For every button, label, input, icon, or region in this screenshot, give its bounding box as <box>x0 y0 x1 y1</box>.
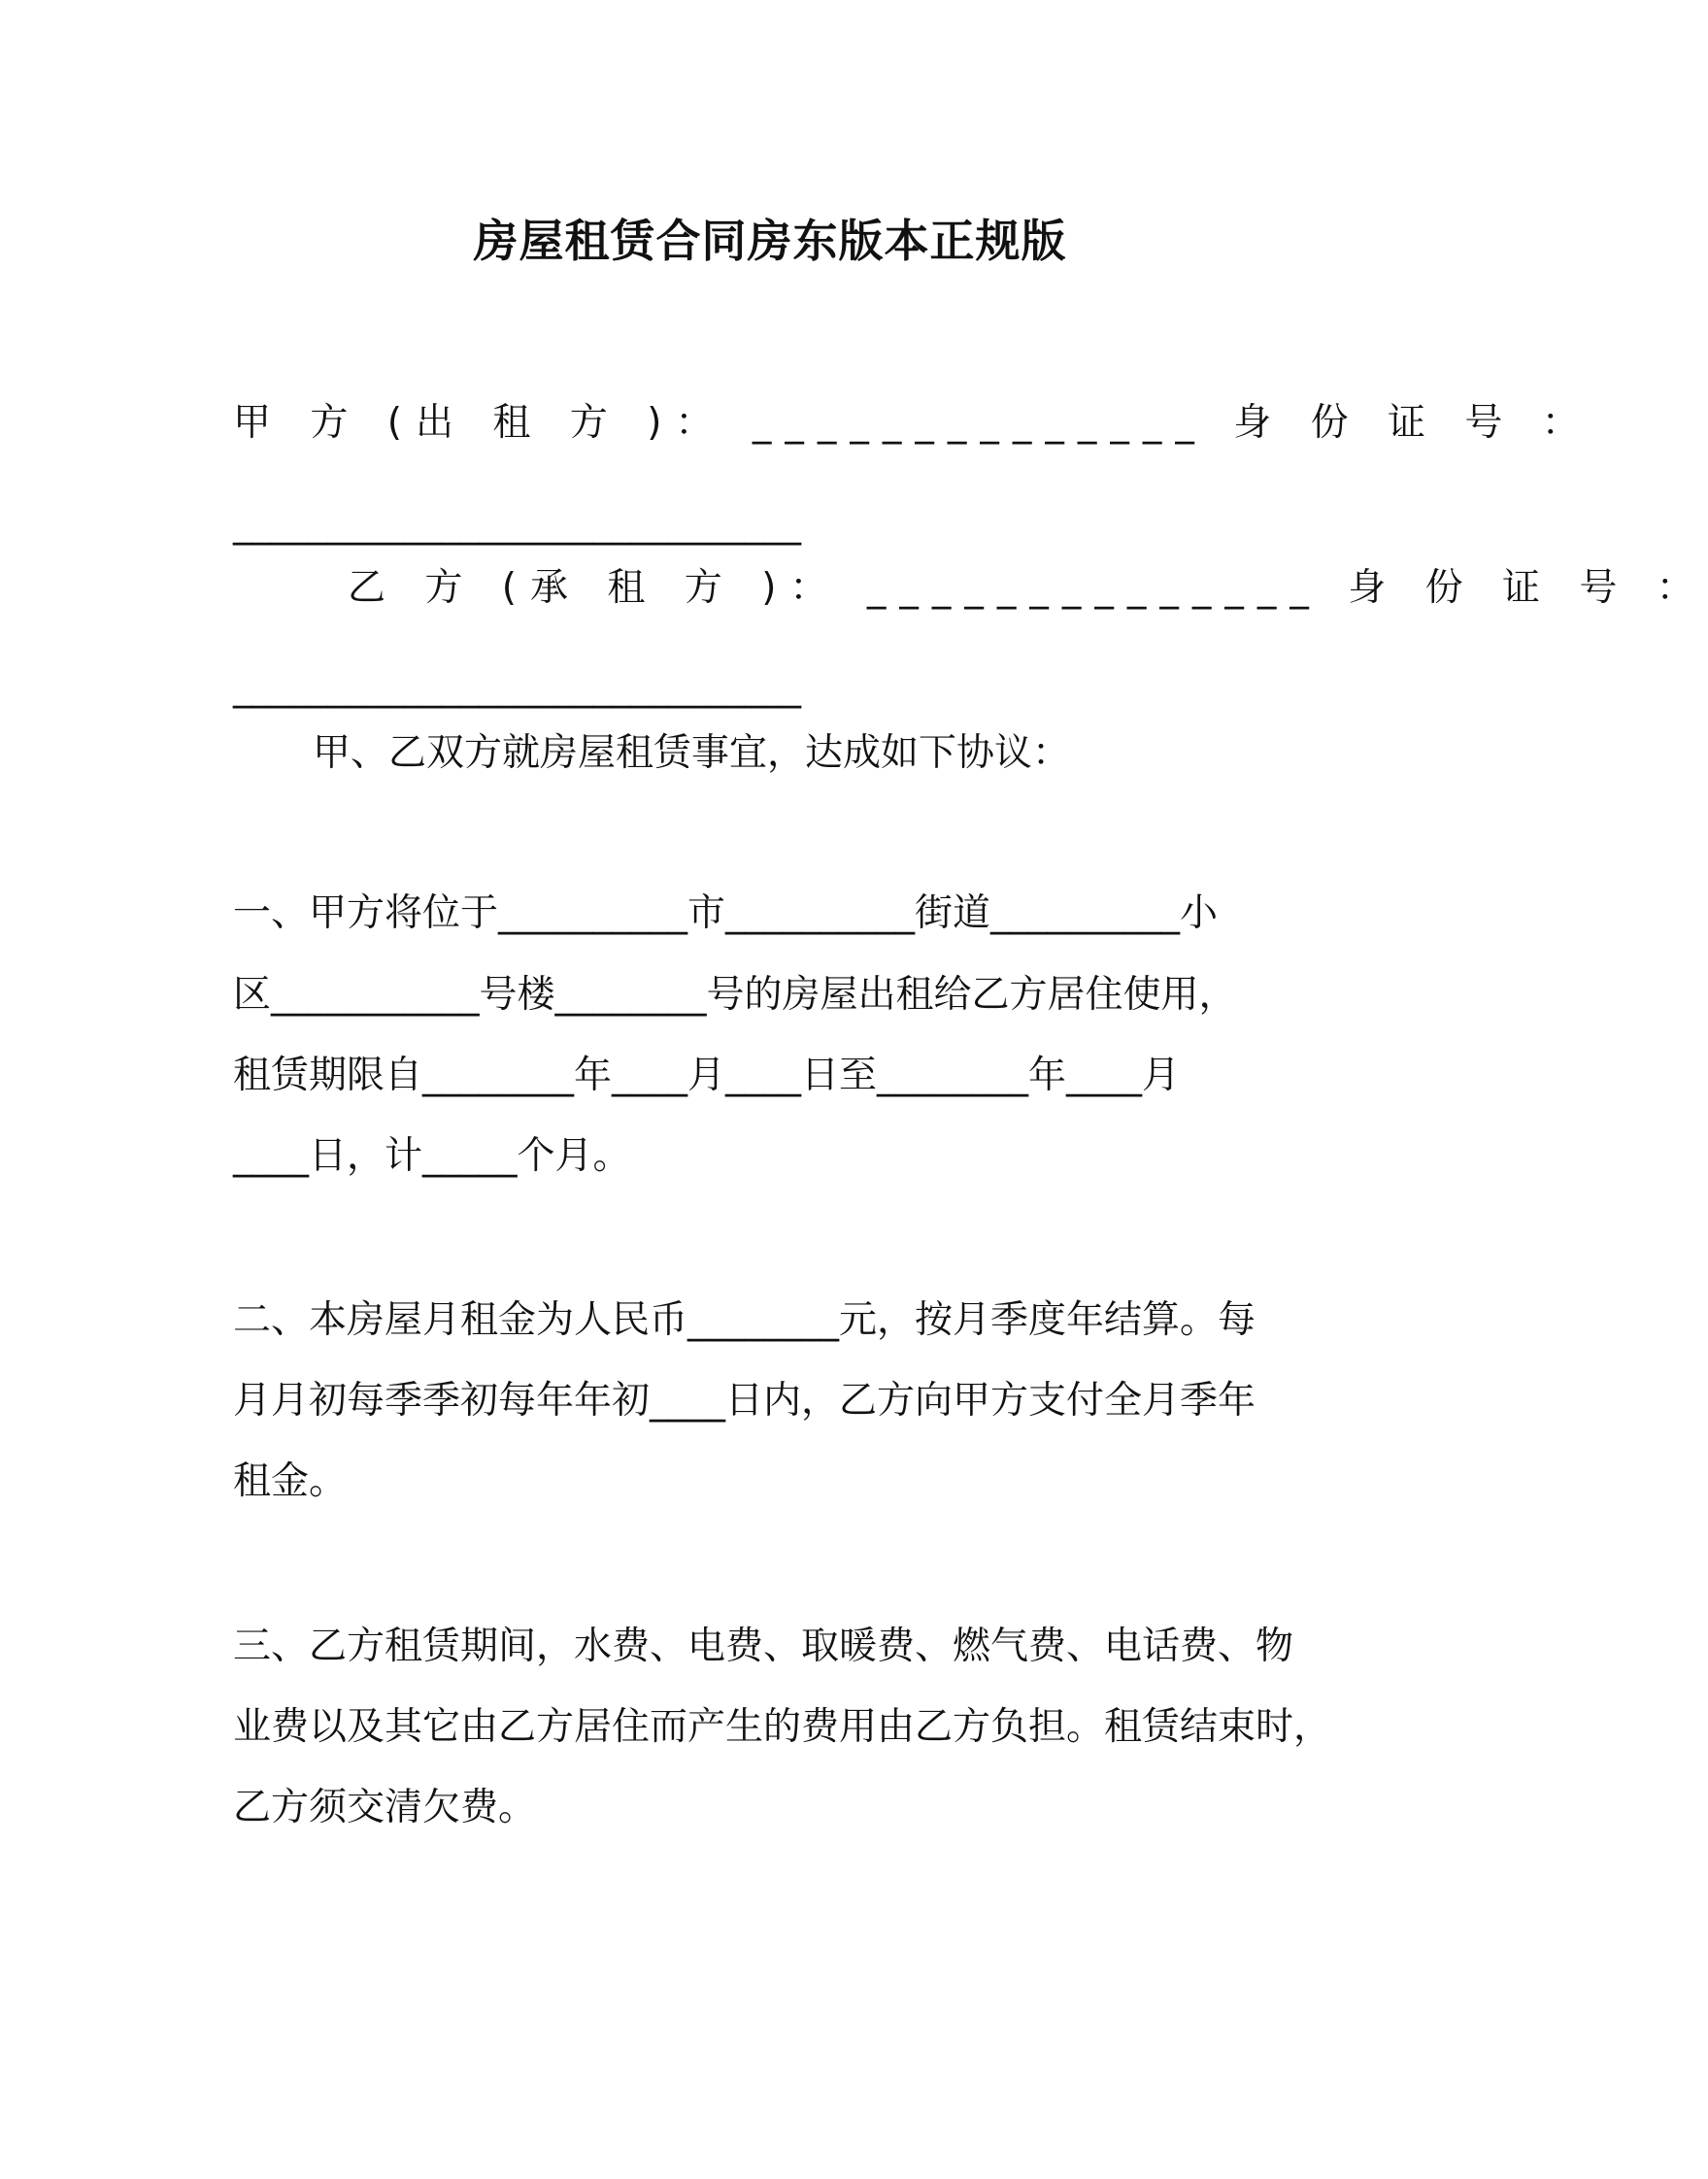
clause-1-line-1: 一、甲方将位于__________市__________街道__________小 <box>233 891 1219 935</box>
clause-1-line-2: 区___________号楼________号的房屋出租给乙方居住使用， <box>233 973 1237 1017</box>
clause-3-line-3: 乙方须交清欠费。 <box>233 1786 537 1829</box>
document-title: 房屋租赁合同房东版本正规版 <box>473 215 1067 267</box>
clause-3-line-1: 三、乙方租赁期间，水费、电费、取暖费、燃气费、电话费、物 <box>233 1625 1294 1668</box>
clause-1-line-3: 租赁期限自________年____月____日至________年____月 <box>233 1054 1181 1097</box>
party-b-line: 乙 方 (承 租 方 )： ______________ 身 份 证 号 ： <box>348 566 1708 610</box>
party-a-id-blank: ______________________________ <box>233 502 801 546</box>
clause-2-line-1: 二、本房屋月租金为人民币________元，按月季度年结算。每 <box>233 1298 1256 1342</box>
party-a-line: 甲 方 (出 租 方 )： ______________ 身 份 证 号 ： <box>233 401 1593 445</box>
clause-3-line-2: 业费以及其它由乙方居住而产生的费用由乙方负担。租赁结束时， <box>233 1705 1332 1749</box>
clause-1-line-4: ____日，计_____个月。 <box>233 1134 631 1178</box>
clause-2-line-3: 租金。 <box>233 1459 348 1503</box>
clause-2-line-2: 月月初每季季初每年年初____日内，乙方向甲方支付全月季年 <box>233 1379 1256 1423</box>
party-b-id-blank: ______________________________ <box>233 665 801 709</box>
agreement-intro: 甲、乙双方就房屋租赁事宜，达成如下协议： <box>313 731 1071 775</box>
